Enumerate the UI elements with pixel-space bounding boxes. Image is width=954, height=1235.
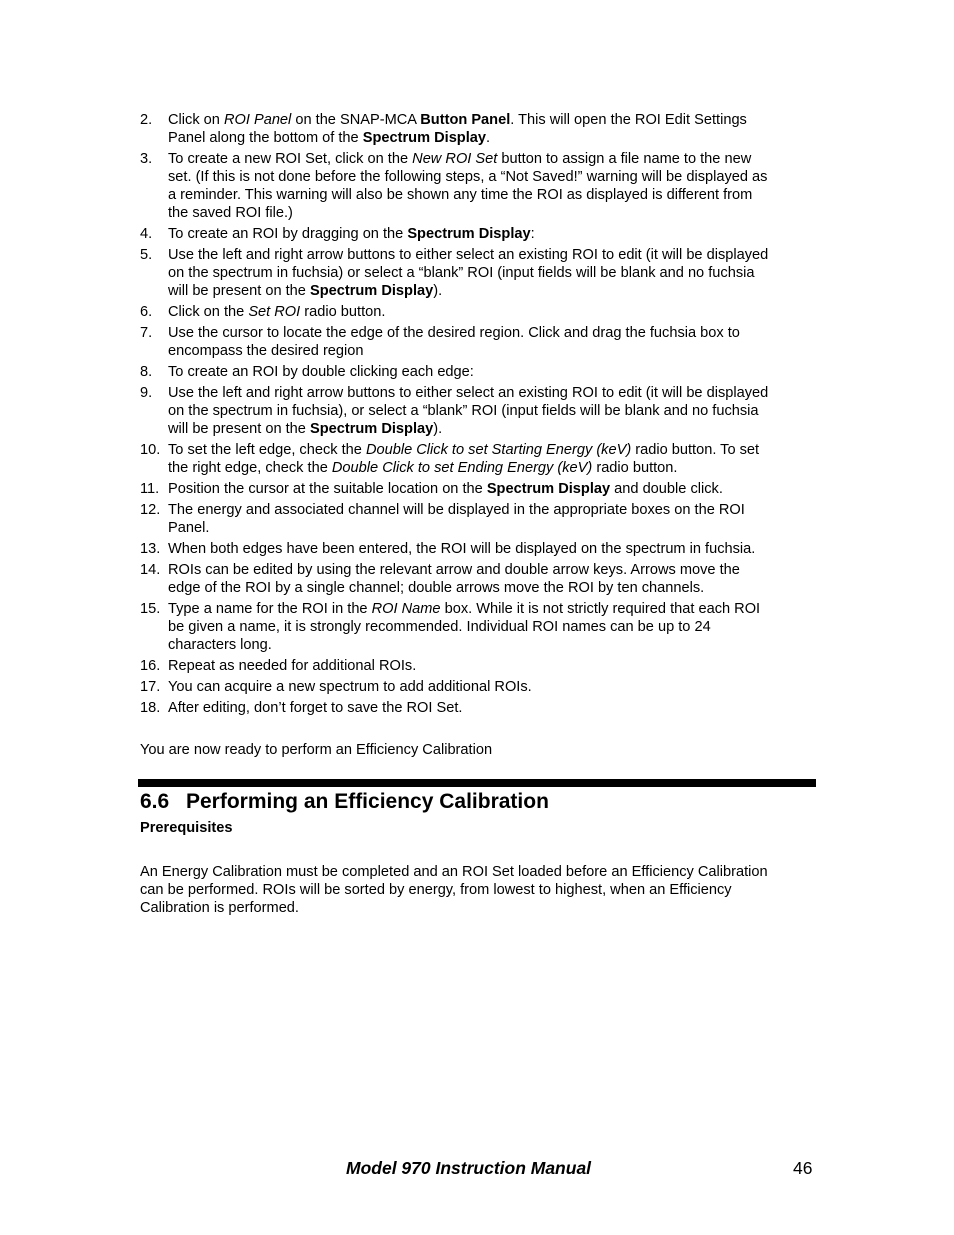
step-item	[140, 111, 820, 147]
step-number: 14.	[140, 562, 161, 578]
step-text: button to assign a file name to the new	[497, 151, 752, 167]
step-number: 16.	[140, 658, 161, 674]
step-number: 10.	[140, 442, 161, 458]
step-item	[140, 501, 820, 537]
step-text: a reminder. This warning will also be shown any time the ROI as displayed is different from	[168, 187, 753, 203]
step-number: 2.	[140, 112, 153, 128]
step-text: The energy and associated channel will be displayed in the appropriate boxes on the ROI	[168, 502, 745, 518]
step-item	[140, 324, 820, 360]
step-number: 18.	[140, 700, 161, 716]
section-heading	[140, 789, 549, 815]
step-text-line	[168, 459, 820, 477]
ui-element-name: Double Click to set Ending Energy (keV)	[331, 460, 593, 476]
step-text: . This will open the ROI Edit Settings	[510, 112, 747, 128]
step-text-line	[168, 363, 820, 381]
paragraph-line: Calibration is performed.	[140, 900, 299, 916]
step-text-line	[168, 441, 820, 459]
step-item	[140, 480, 820, 498]
step-text: set. (If this is not done before the following steps, a “Not Saved!” warning will be displayed as	[168, 169, 768, 185]
step-text-line	[168, 342, 820, 360]
step-number: 9.	[140, 385, 153, 401]
step-text-line	[168, 480, 820, 498]
step-text-line	[168, 540, 820, 558]
step-text-line	[168, 384, 820, 402]
step-text-line	[168, 264, 820, 282]
step-text-line	[168, 636, 820, 654]
step-text: ).	[433, 421, 443, 437]
step-number: 17.	[140, 679, 161, 695]
bold-term: Spectrum Display	[362, 130, 487, 146]
step-text: To create a new ROI Set, click on the	[168, 151, 413, 167]
step-number: 3.	[140, 151, 153, 167]
ui-element-name: New ROI Set	[412, 151, 498, 167]
paragraph-line: can be performed. ROIs will be sorted by energy, from lowest to highest, when an Efficiency	[140, 882, 732, 898]
footer-page-number: 46	[793, 1158, 813, 1178]
step-text: Use the left and right arrow buttons to either select an existing ROI to edit (it will be displayed	[168, 385, 769, 401]
step-text-line	[168, 657, 820, 675]
step-text-line	[168, 129, 820, 147]
step-text: on the spectrum in fuchsia) or select a “blank” ROI (input fields will be blank and no fuchsia	[168, 265, 755, 281]
step-text: will be present on the	[168, 421, 310, 437]
step-text: box. While it is not strictly required that each ROI	[440, 601, 761, 617]
step-text-line	[168, 168, 820, 186]
step-text-line	[168, 225, 820, 243]
prerequisites-paragraph	[140, 863, 830, 917]
step-text: Position the cursor at the suitable location on the	[168, 481, 487, 497]
bold-term: Spectrum Display	[309, 283, 434, 299]
step-text: To create an ROI by double clicking each edge:	[168, 364, 474, 380]
step-text-line	[168, 303, 820, 321]
ui-element-name: ROI Name	[371, 601, 441, 617]
step-number: 7.	[140, 325, 153, 341]
step-text: be given a name, it is strongly recommended. Individual ROI names can be up to 24	[168, 619, 711, 635]
step-item	[140, 600, 820, 654]
step-text: the saved ROI file.)	[168, 205, 293, 221]
paragraph-line: An Energy Calibration must be completed and an ROI Set loaded before an Efficiency Calibration	[140, 864, 768, 880]
step-text-line	[168, 324, 820, 342]
step-text: Use the cursor to locate the edge of the desired region. Click and drag the fuchsia box to	[168, 325, 740, 341]
ui-element-name: Set ROI	[248, 304, 301, 320]
step-item	[140, 678, 820, 696]
step-text: characters long.	[168, 637, 272, 653]
step-number: 5.	[140, 247, 153, 263]
step-number: 12.	[140, 502, 161, 518]
step-text-line	[168, 186, 820, 204]
prerequisites-heading: Prerequisites	[140, 820, 233, 836]
step-item	[140, 363, 820, 381]
step-text-line	[168, 678, 820, 696]
step-item	[140, 303, 820, 321]
step-text: on the SNAP-MCA	[291, 112, 421, 128]
step-number: 8.	[140, 364, 153, 380]
step-text: Panel.	[168, 520, 210, 536]
step-text: encompass the desired region	[168, 343, 364, 359]
step-item	[140, 657, 820, 675]
step-text: on the spectrum in fuchsia), or select a “blank” ROI (input fields will be blank and no fuchsia	[168, 403, 759, 419]
step-text: the right edge, check the	[168, 460, 332, 476]
step-text: To set the left edge, check the	[168, 442, 366, 458]
footer-manual-title: Model 970 Instruction Manual	[346, 1158, 592, 1178]
section-divider	[138, 779, 816, 787]
step-number: 13.	[140, 541, 161, 557]
step-text-line	[168, 246, 820, 264]
step-text: edge of the ROI by a single channel; double arrows move the ROI by ten channels.	[168, 580, 705, 596]
ui-element-name: ROI Panel	[223, 112, 292, 128]
step-item	[140, 246, 820, 300]
step-text: Click on the	[168, 304, 249, 320]
step-text: When both edges have been entered, the ROI will be displayed on the spectrum in fuchsia.	[168, 541, 756, 557]
step-text: .	[486, 130, 491, 146]
step-number: 6.	[140, 304, 153, 320]
ui-element-name: Double Click to set Starting Energy (keV)	[365, 442, 632, 458]
bold-term: Spectrum Display	[486, 481, 611, 497]
step-text: Repeat as needed for additional ROIs.	[168, 658, 417, 674]
ready-note: You are now ready to perform an Efficiency Calibration	[140, 742, 493, 758]
step-text: radio button. To set	[631, 442, 760, 458]
step-text-line	[168, 420, 820, 438]
step-text: radio button.	[300, 304, 386, 320]
step-text-line	[168, 402, 820, 420]
step-text-line	[168, 561, 820, 579]
step-text-line	[168, 699, 820, 717]
step-text: ).	[433, 283, 443, 299]
step-text-line	[168, 600, 820, 618]
step-text-line	[168, 618, 820, 636]
step-text: After editing, don’t forget to save the ROI Set.	[168, 700, 463, 716]
step-item	[140, 384, 820, 438]
step-text-line	[168, 111, 820, 129]
step-number: 15.	[140, 601, 161, 617]
step-text-line	[168, 501, 820, 519]
step-text: Panel along the bottom of the	[168, 130, 363, 146]
step-text: To create an ROI by dragging on the	[168, 226, 408, 242]
step-text: You can acquire a new spectrum to add additional ROIs.	[168, 679, 532, 695]
bold-term: Spectrum Display	[407, 226, 531, 242]
step-text: ROIs can be edited by using the relevant arrow and double arrow keys. Arrows move the	[168, 562, 740, 578]
step-item	[140, 540, 820, 558]
bold-term: Button Panel	[420, 112, 511, 128]
bold-term: Spectrum Display	[309, 421, 434, 437]
step-text: :	[530, 226, 535, 242]
step-item	[140, 150, 820, 222]
step-text: Click on	[168, 112, 224, 128]
step-text: and double click.	[610, 481, 723, 497]
step-number: 11.	[140, 481, 160, 497]
step-text-line	[168, 282, 820, 300]
step-text: will be present on the	[168, 283, 310, 299]
step-text-line	[168, 204, 820, 222]
step-text: radio button.	[592, 460, 678, 476]
section-number: 6.6	[140, 790, 170, 813]
step-text-line	[168, 519, 820, 537]
step-item	[140, 699, 820, 717]
step-item	[140, 225, 820, 243]
procedure-step-list	[140, 111, 820, 720]
section-title: Performing an Efficiency Calibration	[186, 790, 549, 813]
step-item	[140, 441, 820, 477]
step-text: Use the left and right arrow buttons to either select an existing ROI to edit (it will be displayed	[168, 247, 769, 263]
step-item	[140, 561, 820, 597]
step-text-line	[168, 150, 820, 168]
step-text-line	[168, 579, 820, 597]
step-number: 4.	[140, 226, 153, 242]
step-text: Type a name for the ROI in the	[168, 601, 372, 617]
